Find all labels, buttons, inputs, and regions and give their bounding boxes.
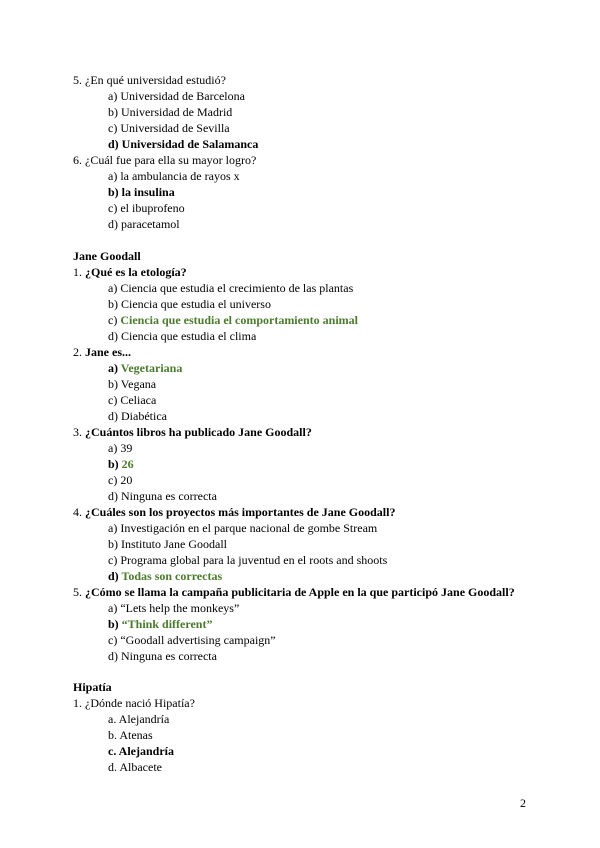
- option-b: b) Universidad de Madrid: [108, 105, 233, 119]
- option-a: a) la ambulancia de rayos x: [108, 169, 240, 183]
- option-a: a) Investigación en el parque nacional de gombe Stream: [108, 521, 378, 535]
- correct-answer: Vegetariana: [120, 361, 183, 375]
- hipatia-question-1: 1. ¿Dónde nació Hipatía?: [73, 696, 195, 710]
- correct-answer: Ciencia que estudia el comportamiento animal: [120, 313, 358, 327]
- section-title-hipatia: Hipatía: [73, 680, 112, 694]
- option-c: c) el ibuprofeno: [108, 201, 185, 215]
- question-number: 4.: [73, 505, 85, 519]
- option-b: b) Instituto Jane Goodall: [108, 537, 227, 551]
- option-a: a) 39: [108, 441, 133, 455]
- question-number: 5.: [73, 585, 85, 599]
- option-b-correct: [108, 456, 134, 472]
- option-letter: a): [108, 361, 121, 375]
- option-letter: b): [108, 617, 122, 631]
- option-d: d) Ninguna es correcta: [108, 489, 217, 503]
- option-a: a) “Lets help the monkeys”: [108, 601, 240, 615]
- option-a: a) Universidad de Barcelona: [108, 89, 245, 103]
- section-title-jane-goodall: Jane Goodall: [73, 249, 141, 263]
- question-5: 5. ¿En qué universidad estudió?: [73, 73, 226, 87]
- question-text: ¿Qué es la etología?: [85, 265, 187, 279]
- jane-question-1: [73, 264, 187, 280]
- option-b: b) Ciencia que estudia el universo: [108, 297, 271, 311]
- correct-answer: 26: [121, 457, 134, 471]
- question-text: ¿Cuántos libros ha publicado Jane Goodall?: [85, 425, 312, 439]
- option-a: a) Ciencia que estudia el crecimiento de las plantas: [108, 281, 354, 295]
- option-d-correct: d) Universidad de Salamanca: [108, 137, 259, 151]
- option-b: b) Vegana: [108, 377, 157, 391]
- option-d: d) paracetamol: [108, 217, 180, 231]
- option-d-correct: [108, 568, 222, 584]
- question-text: ¿Cuáles son los proyectos más importantes de Jane Goodall?: [85, 505, 396, 519]
- option-c: c) Universidad de Sevilla: [108, 121, 230, 135]
- question-text: ¿Cómo se llama la campaña publicitaria de Apple en la que participó Jane Goodall?: [85, 585, 515, 599]
- option-c: c) Programa global para la juventud en el roots and shoots: [108, 553, 388, 567]
- question-number: 1.: [73, 265, 85, 279]
- option-c-correct: c. Alejandría: [108, 744, 174, 758]
- jane-question-3: [73, 424, 312, 440]
- option-b-correct: b) la insulina: [108, 185, 175, 199]
- question-number: 2.: [73, 345, 85, 359]
- option-letter: d): [108, 569, 122, 583]
- option-c-correct: [108, 312, 358, 328]
- option-letter: b): [108, 457, 122, 471]
- question-6: 6. ¿Cuál fue para ella su mayor logro?: [73, 153, 257, 167]
- jane-question-5: [73, 584, 515, 600]
- option-a: a. Alejandría: [108, 712, 170, 726]
- question-number: 3.: [73, 425, 85, 439]
- jane-question-4: [73, 504, 395, 520]
- option-a-correct: [108, 360, 182, 376]
- option-b: b. Atenas: [108, 728, 153, 742]
- option-d: d. Albacete: [108, 760, 162, 774]
- option-d: d) Diabética: [108, 409, 167, 423]
- option-c: c) Celiaca: [108, 393, 157, 407]
- question-text: Jane es...: [85, 345, 131, 359]
- page-number: 2: [520, 796, 526, 810]
- jane-question-2: [73, 344, 131, 360]
- option-d: d) Ninguna es correcta: [108, 649, 217, 663]
- option-letter: c): [108, 313, 121, 327]
- option-c: c) “Goodall advertising campaign”: [108, 633, 276, 647]
- correct-answer: “Think different”: [121, 617, 213, 631]
- option-c: c) 20: [108, 473, 133, 487]
- option-b-correct: [108, 616, 212, 632]
- correct-answer: Todas son correctas: [121, 569, 223, 583]
- option-d: d) Ciencia que estudia el clima: [108, 329, 257, 343]
